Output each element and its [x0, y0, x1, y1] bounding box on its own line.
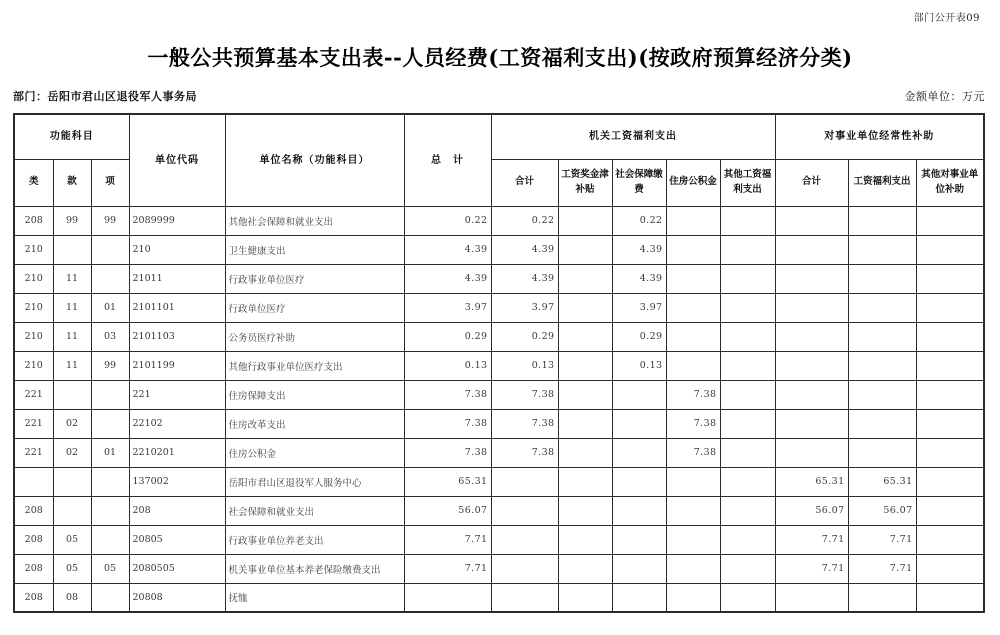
- cell-other-wage-welfare: [720, 206, 775, 235]
- cell-unit-name: 机关事业单位基本养老保险缴费支出: [225, 554, 404, 583]
- cell-institution-wage-welfare: 56.07: [848, 496, 916, 525]
- cell-category: 221: [14, 438, 53, 467]
- cell-agency-subtotal: [491, 496, 558, 525]
- cell-unit-name: 公务员医疗补助: [225, 322, 404, 351]
- budget-table: [13, 113, 985, 613]
- department-label: 部门：岳阳市君山区退役军人事务局: [13, 90, 197, 103]
- cell-housing-fund: [666, 496, 720, 525]
- cell-category: 210: [14, 264, 53, 293]
- cell-other-wage-welfare: [720, 293, 775, 322]
- cell-institution-wage-welfare: [848, 583, 916, 612]
- cell-item: 03: [91, 322, 129, 351]
- table-row: [14, 264, 984, 293]
- cell-other-wage-welfare: [720, 583, 775, 612]
- cell-other-wage-welfare: [720, 554, 775, 583]
- cell-agency-subtotal: 3.97: [491, 293, 558, 322]
- cell-institution-wage-welfare: [848, 380, 916, 409]
- cell-social-security: 0.22: [612, 206, 666, 235]
- cell-institution-subtotal: [775, 583, 848, 612]
- table-body: [14, 206, 984, 612]
- cell-institution-wage-welfare: [848, 206, 916, 235]
- cell-institution-subtotal: [775, 293, 848, 322]
- cell-other-institution-subsidy: [916, 467, 984, 496]
- amount-unit-label: 金额单位：万元: [904, 90, 985, 103]
- cell-institution-subtotal: [775, 438, 848, 467]
- cell-social-security: [612, 467, 666, 496]
- cell-other-institution-subsidy: [916, 583, 984, 612]
- cell-other-institution-subsidy: [916, 264, 984, 293]
- cell-agency-subtotal: 0.29: [491, 322, 558, 351]
- header-agency-wage-welfare-group: 机关工资福利支出: [491, 114, 775, 159]
- table-row: [14, 438, 984, 467]
- cell-unit-code: 21011: [129, 264, 225, 293]
- cell-other-institution-subsidy: [916, 322, 984, 351]
- cell-section: [53, 496, 91, 525]
- cell-total: 7.38: [404, 409, 491, 438]
- cell-item: 01: [91, 293, 129, 322]
- cell-housing-fund: [666, 293, 720, 322]
- cell-section: 99: [53, 206, 91, 235]
- cell-agency-subtotal: 7.38: [491, 438, 558, 467]
- cell-item: [91, 525, 129, 554]
- cell-housing-fund: [666, 351, 720, 380]
- table-row: [14, 351, 984, 380]
- cell-social-security: [612, 380, 666, 409]
- cell-total: 7.38: [404, 380, 491, 409]
- cell-social-security: [612, 525, 666, 554]
- cell-institution-subtotal: [775, 409, 848, 438]
- cell-housing-fund: 7.38: [666, 438, 720, 467]
- header-wage-bonus-allowance: 工资奖金津补贴: [558, 159, 612, 206]
- cell-other-institution-subsidy: [916, 351, 984, 380]
- cell-item: [91, 467, 129, 496]
- cell-social-security: [612, 554, 666, 583]
- cell-item: 99: [91, 206, 129, 235]
- cell-unit-code: 22102: [129, 409, 225, 438]
- cell-category: 210: [14, 293, 53, 322]
- cell-institution-subtotal: 7.71: [775, 554, 848, 583]
- cell-other-institution-subsidy: [916, 496, 984, 525]
- table-row: [14, 380, 984, 409]
- table-row: [14, 409, 984, 438]
- cell-unit-code: 137002: [129, 467, 225, 496]
- cell-section: 02: [53, 409, 91, 438]
- cell-other-wage-welfare: [720, 467, 775, 496]
- cell-total: 0.22: [404, 206, 491, 235]
- cell-wage-bonus-allowance: [558, 351, 612, 380]
- cell-unit-code: 221: [129, 380, 225, 409]
- header-category: 类: [14, 159, 53, 206]
- table-row: [14, 322, 984, 351]
- cell-wage-bonus-allowance: [558, 438, 612, 467]
- cell-total: [404, 583, 491, 612]
- cell-housing-fund: 7.38: [666, 380, 720, 409]
- cell-unit-code: 2101103: [129, 322, 225, 351]
- cell-social-security: 4.39: [612, 235, 666, 264]
- header-institution-subsidy-group: 对事业单位经常性补助: [775, 114, 984, 159]
- cell-other-institution-subsidy: [916, 438, 984, 467]
- cell-other-institution-subsidy: [916, 525, 984, 554]
- cell-other-wage-welfare: [720, 380, 775, 409]
- cell-social-security: 0.13: [612, 351, 666, 380]
- cell-other-institution-subsidy: [916, 380, 984, 409]
- cell-section: 11: [53, 351, 91, 380]
- cell-agency-subtotal: [491, 583, 558, 612]
- cell-institution-wage-welfare: [848, 322, 916, 351]
- cell-unit-code: 208: [129, 496, 225, 525]
- cell-section: 05: [53, 554, 91, 583]
- cell-housing-fund: [666, 264, 720, 293]
- cell-housing-fund: [666, 525, 720, 554]
- cell-section: [53, 467, 91, 496]
- cell-section: 11: [53, 322, 91, 351]
- cell-section: 11: [53, 264, 91, 293]
- cell-housing-fund: [666, 554, 720, 583]
- table-row: [14, 235, 984, 264]
- cell-institution-subtotal: [775, 264, 848, 293]
- cell-unit-name: 住房改革支出: [225, 409, 404, 438]
- cell-other-wage-welfare: [720, 409, 775, 438]
- cell-institution-wage-welfare: [848, 438, 916, 467]
- cell-other-institution-subsidy: [916, 293, 984, 322]
- cell-institution-wage-welfare: [848, 409, 916, 438]
- cell-other-wage-welfare: [720, 322, 775, 351]
- cell-item: 01: [91, 438, 129, 467]
- cell-unit-name: 卫生健康支出: [225, 235, 404, 264]
- cell-institution-subtotal: [775, 206, 848, 235]
- cell-wage-bonus-allowance: [558, 554, 612, 583]
- cell-unit-name: 其他行政事业单位医疗支出: [225, 351, 404, 380]
- table-row: [14, 554, 984, 583]
- cell-item: 99: [91, 351, 129, 380]
- cell-unit-name: 抚恤: [225, 583, 404, 612]
- header-institution-subtotal: 合计: [775, 159, 848, 206]
- cell-total: 0.29: [404, 322, 491, 351]
- cell-unit-code: 2101199: [129, 351, 225, 380]
- cell-unit-code: 20805: [129, 525, 225, 554]
- cell-total: 56.07: [404, 496, 491, 525]
- cell-wage-bonus-allowance: [558, 583, 612, 612]
- cell-unit-name: 社会保障和就业支出: [225, 496, 404, 525]
- table-row: [14, 467, 984, 496]
- cell-other-wage-welfare: [720, 496, 775, 525]
- cell-agency-subtotal: 7.38: [491, 409, 558, 438]
- cell-wage-bonus-allowance: [558, 380, 612, 409]
- cell-institution-wage-welfare: 65.31: [848, 467, 916, 496]
- cell-total: 4.39: [404, 235, 491, 264]
- cell-section: 08: [53, 583, 91, 612]
- cell-agency-subtotal: 4.39: [491, 264, 558, 293]
- header-other-institution-subsidy: 其他对事业单位补助: [916, 159, 984, 206]
- header-housing-fund: 住房公积金: [666, 159, 720, 206]
- cell-institution-subtotal: 65.31: [775, 467, 848, 496]
- cell-housing-fund: [666, 467, 720, 496]
- cell-other-institution-subsidy: [916, 235, 984, 264]
- cell-total: 7.38: [404, 438, 491, 467]
- cell-item: [91, 235, 129, 264]
- cell-category: 208: [14, 496, 53, 525]
- cell-total: 4.39: [404, 264, 491, 293]
- cell-unit-name: 行政事业单位养老支出: [225, 525, 404, 554]
- cell-unit-name: 住房公积金: [225, 438, 404, 467]
- cell-agency-subtotal: [491, 467, 558, 496]
- cell-other-wage-welfare: [720, 438, 775, 467]
- cell-institution-wage-welfare: [848, 235, 916, 264]
- cell-institution-subtotal: 7.71: [775, 525, 848, 554]
- table-row: [14, 525, 984, 554]
- cell-institution-wage-welfare: [848, 293, 916, 322]
- cell-institution-wage-welfare: 7.71: [848, 554, 916, 583]
- cell-category: 208: [14, 583, 53, 612]
- cell-total: 3.97: [404, 293, 491, 322]
- header-other-wage-welfare: 其他工资福利支出: [720, 159, 775, 206]
- page-title: 一般公共预算基本支出表--人员经费(工资福利支出)(按政府预算经济分类): [147, 45, 853, 70]
- cell-wage-bonus-allowance: [558, 409, 612, 438]
- cell-other-wage-welfare: [720, 351, 775, 380]
- cell-unit-code: 20808: [129, 583, 225, 612]
- table-header: [14, 114, 984, 206]
- header-functional-subject: 功能科目: [14, 114, 129, 159]
- cell-section: [53, 235, 91, 264]
- cell-social-security: [612, 409, 666, 438]
- cell-housing-fund: 7.38: [666, 409, 720, 438]
- cell-unit-name: 行政单位医疗: [225, 293, 404, 322]
- cell-unit-name: 住房保障支出: [225, 380, 404, 409]
- cell-unit-code: 2080505: [129, 554, 225, 583]
- cell-total: 7.71: [404, 525, 491, 554]
- table-row: [14, 206, 984, 235]
- cell-institution-subtotal: 56.07: [775, 496, 848, 525]
- table-row: [14, 583, 984, 612]
- cell-agency-subtotal: [491, 554, 558, 583]
- cell-total: 0.13: [404, 351, 491, 380]
- cell-unit-name: 其他社会保障和就业支出: [225, 206, 404, 235]
- table-row: [14, 293, 984, 322]
- cell-wage-bonus-allowance: [558, 322, 612, 351]
- header-agency-subtotal: 合计: [491, 159, 558, 206]
- cell-agency-subtotal: 7.38: [491, 380, 558, 409]
- cell-institution-subtotal: [775, 322, 848, 351]
- cell-wage-bonus-allowance: [558, 264, 612, 293]
- cell-wage-bonus-allowance: [558, 206, 612, 235]
- cell-wage-bonus-allowance: [558, 496, 612, 525]
- cell-social-security: [612, 583, 666, 612]
- cell-institution-subtotal: [775, 351, 848, 380]
- cell-social-security: 0.29: [612, 322, 666, 351]
- cell-unit-code: 2101101: [129, 293, 225, 322]
- cell-unit-code: 2210201: [129, 438, 225, 467]
- cell-institution-subtotal: [775, 380, 848, 409]
- cell-other-institution-subsidy: [916, 409, 984, 438]
- cell-other-wage-welfare: [720, 525, 775, 554]
- cell-housing-fund: [666, 206, 720, 235]
- header-section: 款: [53, 159, 91, 206]
- cell-category: 208: [14, 206, 53, 235]
- header-unit-code: 单位代码: [129, 114, 225, 206]
- cell-category: 210: [14, 322, 53, 351]
- cell-category: 208: [14, 554, 53, 583]
- cell-social-security: 3.97: [612, 293, 666, 322]
- cell-section: 05: [53, 525, 91, 554]
- cell-item: [91, 496, 129, 525]
- cell-unit-code: 2089999: [129, 206, 225, 235]
- cell-housing-fund: [666, 583, 720, 612]
- cell-section: [53, 380, 91, 409]
- cell-item: [91, 409, 129, 438]
- cell-section: 02: [53, 438, 91, 467]
- cell-category: 221: [14, 380, 53, 409]
- cell-category: [14, 467, 53, 496]
- cell-unit-code: 210: [129, 235, 225, 264]
- cell-institution-wage-welfare: [848, 351, 916, 380]
- cell-item: [91, 583, 129, 612]
- cell-other-wage-welfare: [720, 264, 775, 293]
- cell-social-security: [612, 438, 666, 467]
- cell-category: 210: [14, 235, 53, 264]
- cell-institution-subtotal: [775, 235, 848, 264]
- cell-category: 210: [14, 351, 53, 380]
- cell-other-institution-subsidy: [916, 206, 984, 235]
- cell-section: 11: [53, 293, 91, 322]
- cell-housing-fund: [666, 322, 720, 351]
- cell-other-wage-welfare: [720, 235, 775, 264]
- cell-unit-name: 行政事业单位医疗: [225, 264, 404, 293]
- cell-total: 7.71: [404, 554, 491, 583]
- cell-total: 65.31: [404, 467, 491, 496]
- cell-wage-bonus-allowance: [558, 293, 612, 322]
- header-item: 项: [91, 159, 129, 206]
- cell-category: 221: [14, 409, 53, 438]
- cell-item: 05: [91, 554, 129, 583]
- cell-institution-wage-welfare: [848, 264, 916, 293]
- header-grand-total: 总 计: [404, 114, 491, 206]
- cell-agency-subtotal: 0.13: [491, 351, 558, 380]
- cell-item: [91, 264, 129, 293]
- header-unit-name: 单位名称（功能科目）: [225, 114, 404, 206]
- cell-housing-fund: [666, 235, 720, 264]
- cell-agency-subtotal: 4.39: [491, 235, 558, 264]
- doc-ref-label: 部门公开表09: [913, 13, 980, 24]
- cell-institution-wage-welfare: 7.71: [848, 525, 916, 554]
- cell-unit-name: 岳阳市君山区退役军人服务中心: [225, 467, 404, 496]
- cell-agency-subtotal: [491, 525, 558, 554]
- cell-category: 208: [14, 525, 53, 554]
- cell-other-institution-subsidy: [916, 554, 984, 583]
- meta-row: [13, 88, 985, 104]
- cell-wage-bonus-allowance: [558, 525, 612, 554]
- header-social-security: 社会保障缴费: [612, 159, 666, 206]
- header-institution-wage-welfare: 工资福利支出: [848, 159, 916, 206]
- cell-item: [91, 380, 129, 409]
- cell-agency-subtotal: 0.22: [491, 206, 558, 235]
- cell-social-security: [612, 496, 666, 525]
- table-row: [14, 496, 984, 525]
- cell-social-security: 4.39: [612, 264, 666, 293]
- cell-wage-bonus-allowance: [558, 235, 612, 264]
- cell-wage-bonus-allowance: [558, 467, 612, 496]
